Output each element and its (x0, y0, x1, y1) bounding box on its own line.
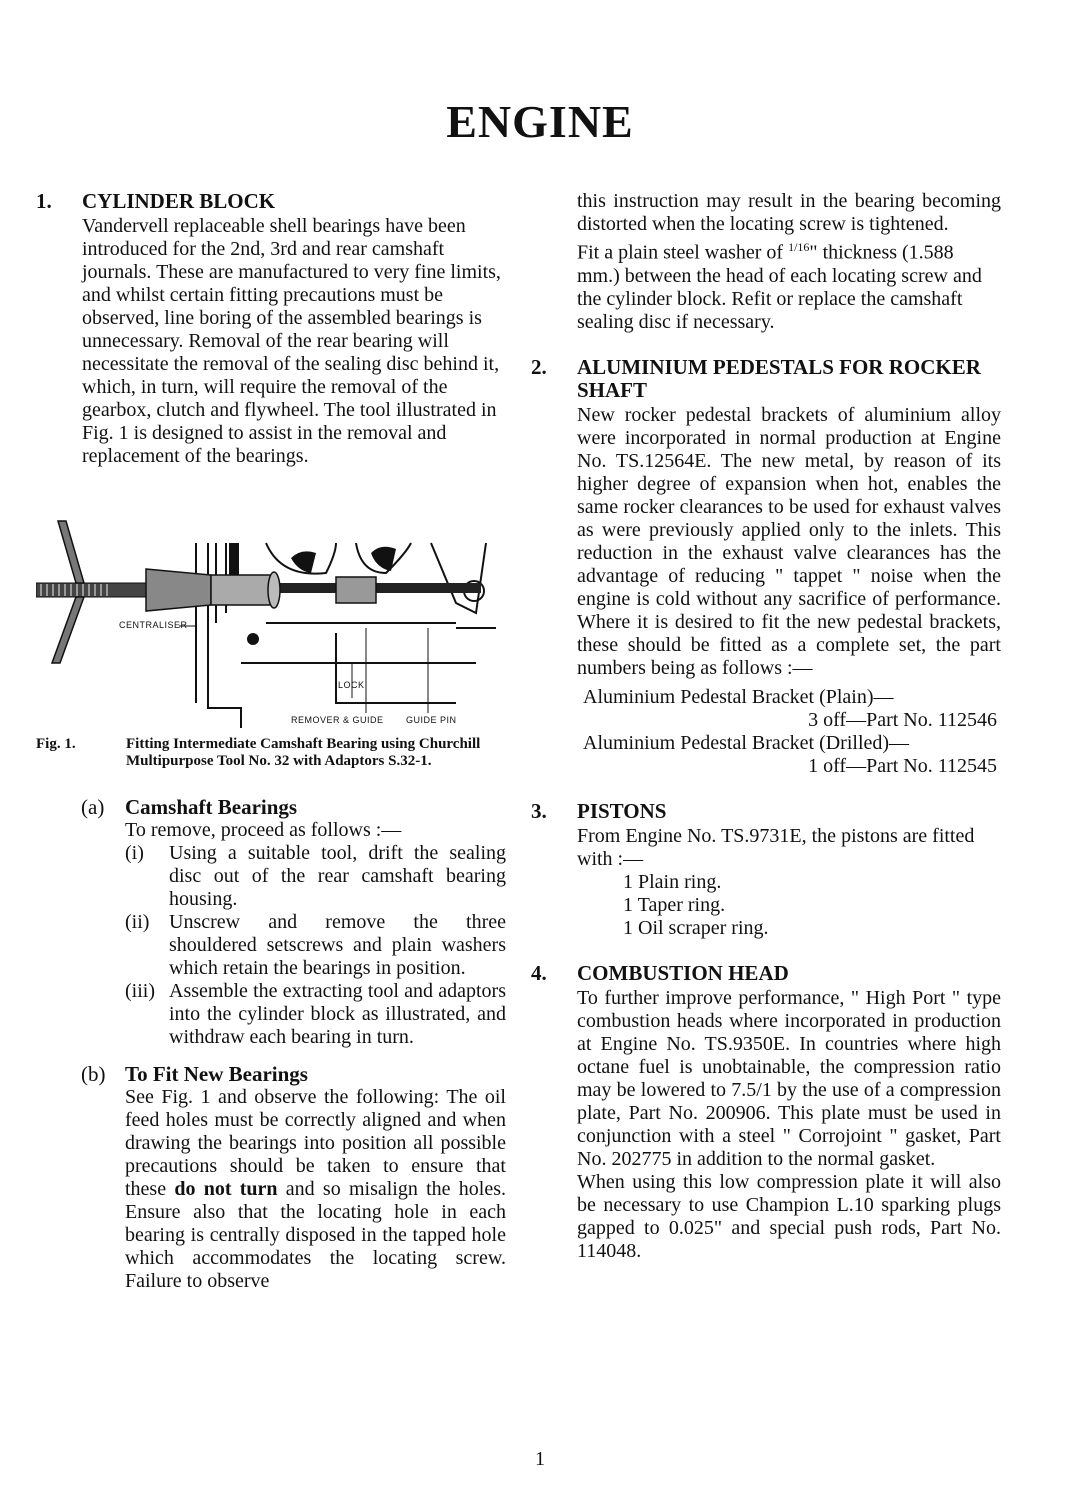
washer-text-cont: " thickness (1.588 mm.) between the head of each locating screw and the cylinder block. Refit or replace the camshaft sealing disc if necessary. (577, 241, 982, 333)
continued-paragraph: this instruction may result in the bearing becoming distorted when the locating screw is tightened. (577, 190, 1001, 235)
list-item: 1 Taper ring. (623, 893, 726, 916)
step-text: Using a suitable tool, drift the sealing disc out of the rear camshaft bearing housing. (169, 842, 506, 910)
cylinder-block-paragraph: Vandervell replaceable shell bearings have been introduced for the 2nd, 3rd and rear camshaft journals. These are manufactured to very fine limits, and whilst certain fitting precautions must be observed, line boring of the assembled bearings is unnecessary. Removal of the rear bearing will necessitate the removal of the sealing disc behind it, which, in turn, will require the removal of the gearbox, clutch and flywheel. The tool illustrated in Fig. 1 is designed to assist in the removal and replacement of the bearings. (82, 215, 501, 467)
page-number: 1 (535, 1448, 545, 1470)
combustion-head-paragraph: To further improve performance, " High Port " type combustion heads where incorporated in production at Engine No. TS.9350E. In countries where high octane fuel is unobtainable, the compression ratio may be lowered to 7.5/1 by the use of a compression plate, Part No. 200906. This plate must be used in conjunction with a steel " Corrojoint " gasket, Part No. 202775 in addition to the normal gasket. (577, 986, 1001, 1170)
subsection-title: To Fit New Bearings (125, 1062, 308, 1086)
subsection-letter: (b) (81, 1062, 106, 1086)
fit-bearings-text: See Fig. 1 and observe the following: The oil feed holes must be correctly aligned and when drawing the bearings into position all possible precautions should be taken to ensure that these (125, 1086, 506, 1200)
section-title: ALUMINIUM PEDESTALS FOR ROCKER SHAFT (577, 354, 981, 402)
aluminium-pedestals-paragraph: New rocker pedestal brackets of aluminium alloy were incorporated in normal production at Engine No. TS.12564E. The new metal, by reason of its higher degree of expansion when hot, enables the same rocker clearances to be used for exhaust valves as were previously applied only to the inlets. This reduction in the exhaust valve clearances has the advantage of reducing " tappet " noise when the engine is cold without any sacrifice of performance. Where it is desired to fit the new pedestal brackets, these should be fitted as a complete set, the part numbers being as follows :— (577, 403, 1001, 679)
section-number: 3. (531, 798, 547, 823)
list-item (125, 911, 506, 980)
label-remover-guide: REMOVER & GUIDE (291, 715, 384, 725)
subsection-a-heading (36, 796, 506, 819)
section-title: CYLINDER BLOCK (82, 189, 276, 213)
washer-paragraph (531, 236, 1001, 334)
page-title: ENGINE (446, 96, 634, 147)
label-lock: LOCK (338, 680, 365, 690)
step-text: Assemble the extracting tool and adaptors into the cylinder block as illustrated, and withdraw each bearing in turn. (169, 980, 506, 1048)
figure-1 (36, 513, 506, 728)
part-2-name: Aluminium Pedestal Bracket (Drilled)— (583, 731, 910, 754)
caption-figure-number: Fig. 1. (36, 736, 76, 752)
washer-text: Fit a plain steel washer of (577, 241, 784, 264)
fraction: 1/16 (788, 240, 810, 254)
subsection-b-heading (36, 1063, 506, 1086)
step-text: Unscrew and remove the three shouldered setscrews and plain washers which retain the bearings in position. (169, 911, 506, 979)
list-item: 1 Plain ring. (623, 870, 722, 893)
subsection-title: Camshaft Bearings (125, 795, 298, 819)
low-compression-paragraph: When using this low compression plate it will also be necessary to use Champion L.10 sparking plugs gapped to 0.025" and special push rods, Part No. 114048. (577, 1170, 1001, 1262)
part-1-quantity: 3 off—Part No. 112546 (808, 708, 997, 731)
section-title: COMBUSTION HEAD (577, 960, 789, 985)
part-2-quantity: 1 off—Part No. 112545 (808, 754, 997, 777)
section-title: PISTONS (577, 798, 667, 823)
caption-text: Fitting Intermediate Camshaft Bearing using Churchill Multipurpose Tool No. 32 with Adaptors S.32-1. (126, 736, 481, 769)
section-number: 4. (531, 960, 547, 985)
subsection-letter: (a) (81, 795, 105, 819)
section-combustion-head-heading (531, 962, 1001, 985)
emphasis-do-not-turn: do not turn (174, 1178, 278, 1200)
section-pistons-heading (531, 800, 1001, 823)
pistons-paragraph: From Engine No. TS.9731E, the pistons are fitted with :— (577, 824, 975, 870)
step-number: (ii) (125, 911, 150, 933)
left-column (36, 190, 506, 1293)
section-number: 1. (36, 189, 52, 213)
list-item (125, 842, 506, 911)
label-centraliser: CENTRALISER (119, 620, 188, 630)
section-number: 2. (531, 354, 547, 379)
subsection-b-body (36, 1086, 506, 1293)
subsection-a-body (36, 819, 506, 1049)
section-cylinder-block-heading (36, 190, 506, 213)
right-column (531, 190, 1001, 1263)
camshaft-tool-illustration (36, 513, 506, 728)
part-1-name: Aluminium Pedestal Bracket (Plain)— (583, 685, 894, 708)
step-number: (i) (125, 842, 144, 864)
subsection-intro: To remove, proceed as follows :— (125, 819, 402, 841)
step-number: (iii) (125, 980, 155, 1002)
list-item: 1 Oil scraper ring. (623, 916, 769, 939)
fit-bearings-text-cont: and so misalign the holes. Ensure also that the locating hole in each bearing is centrally disposed in the tapped hole which accommodates the locating screw. Failure to observe (125, 1178, 506, 1292)
label-guide-pin: GUIDE PIN (406, 715, 457, 725)
list-item (125, 980, 506, 1049)
figure-caption (36, 736, 506, 770)
section-aluminium-pedestals-heading (531, 356, 1001, 402)
